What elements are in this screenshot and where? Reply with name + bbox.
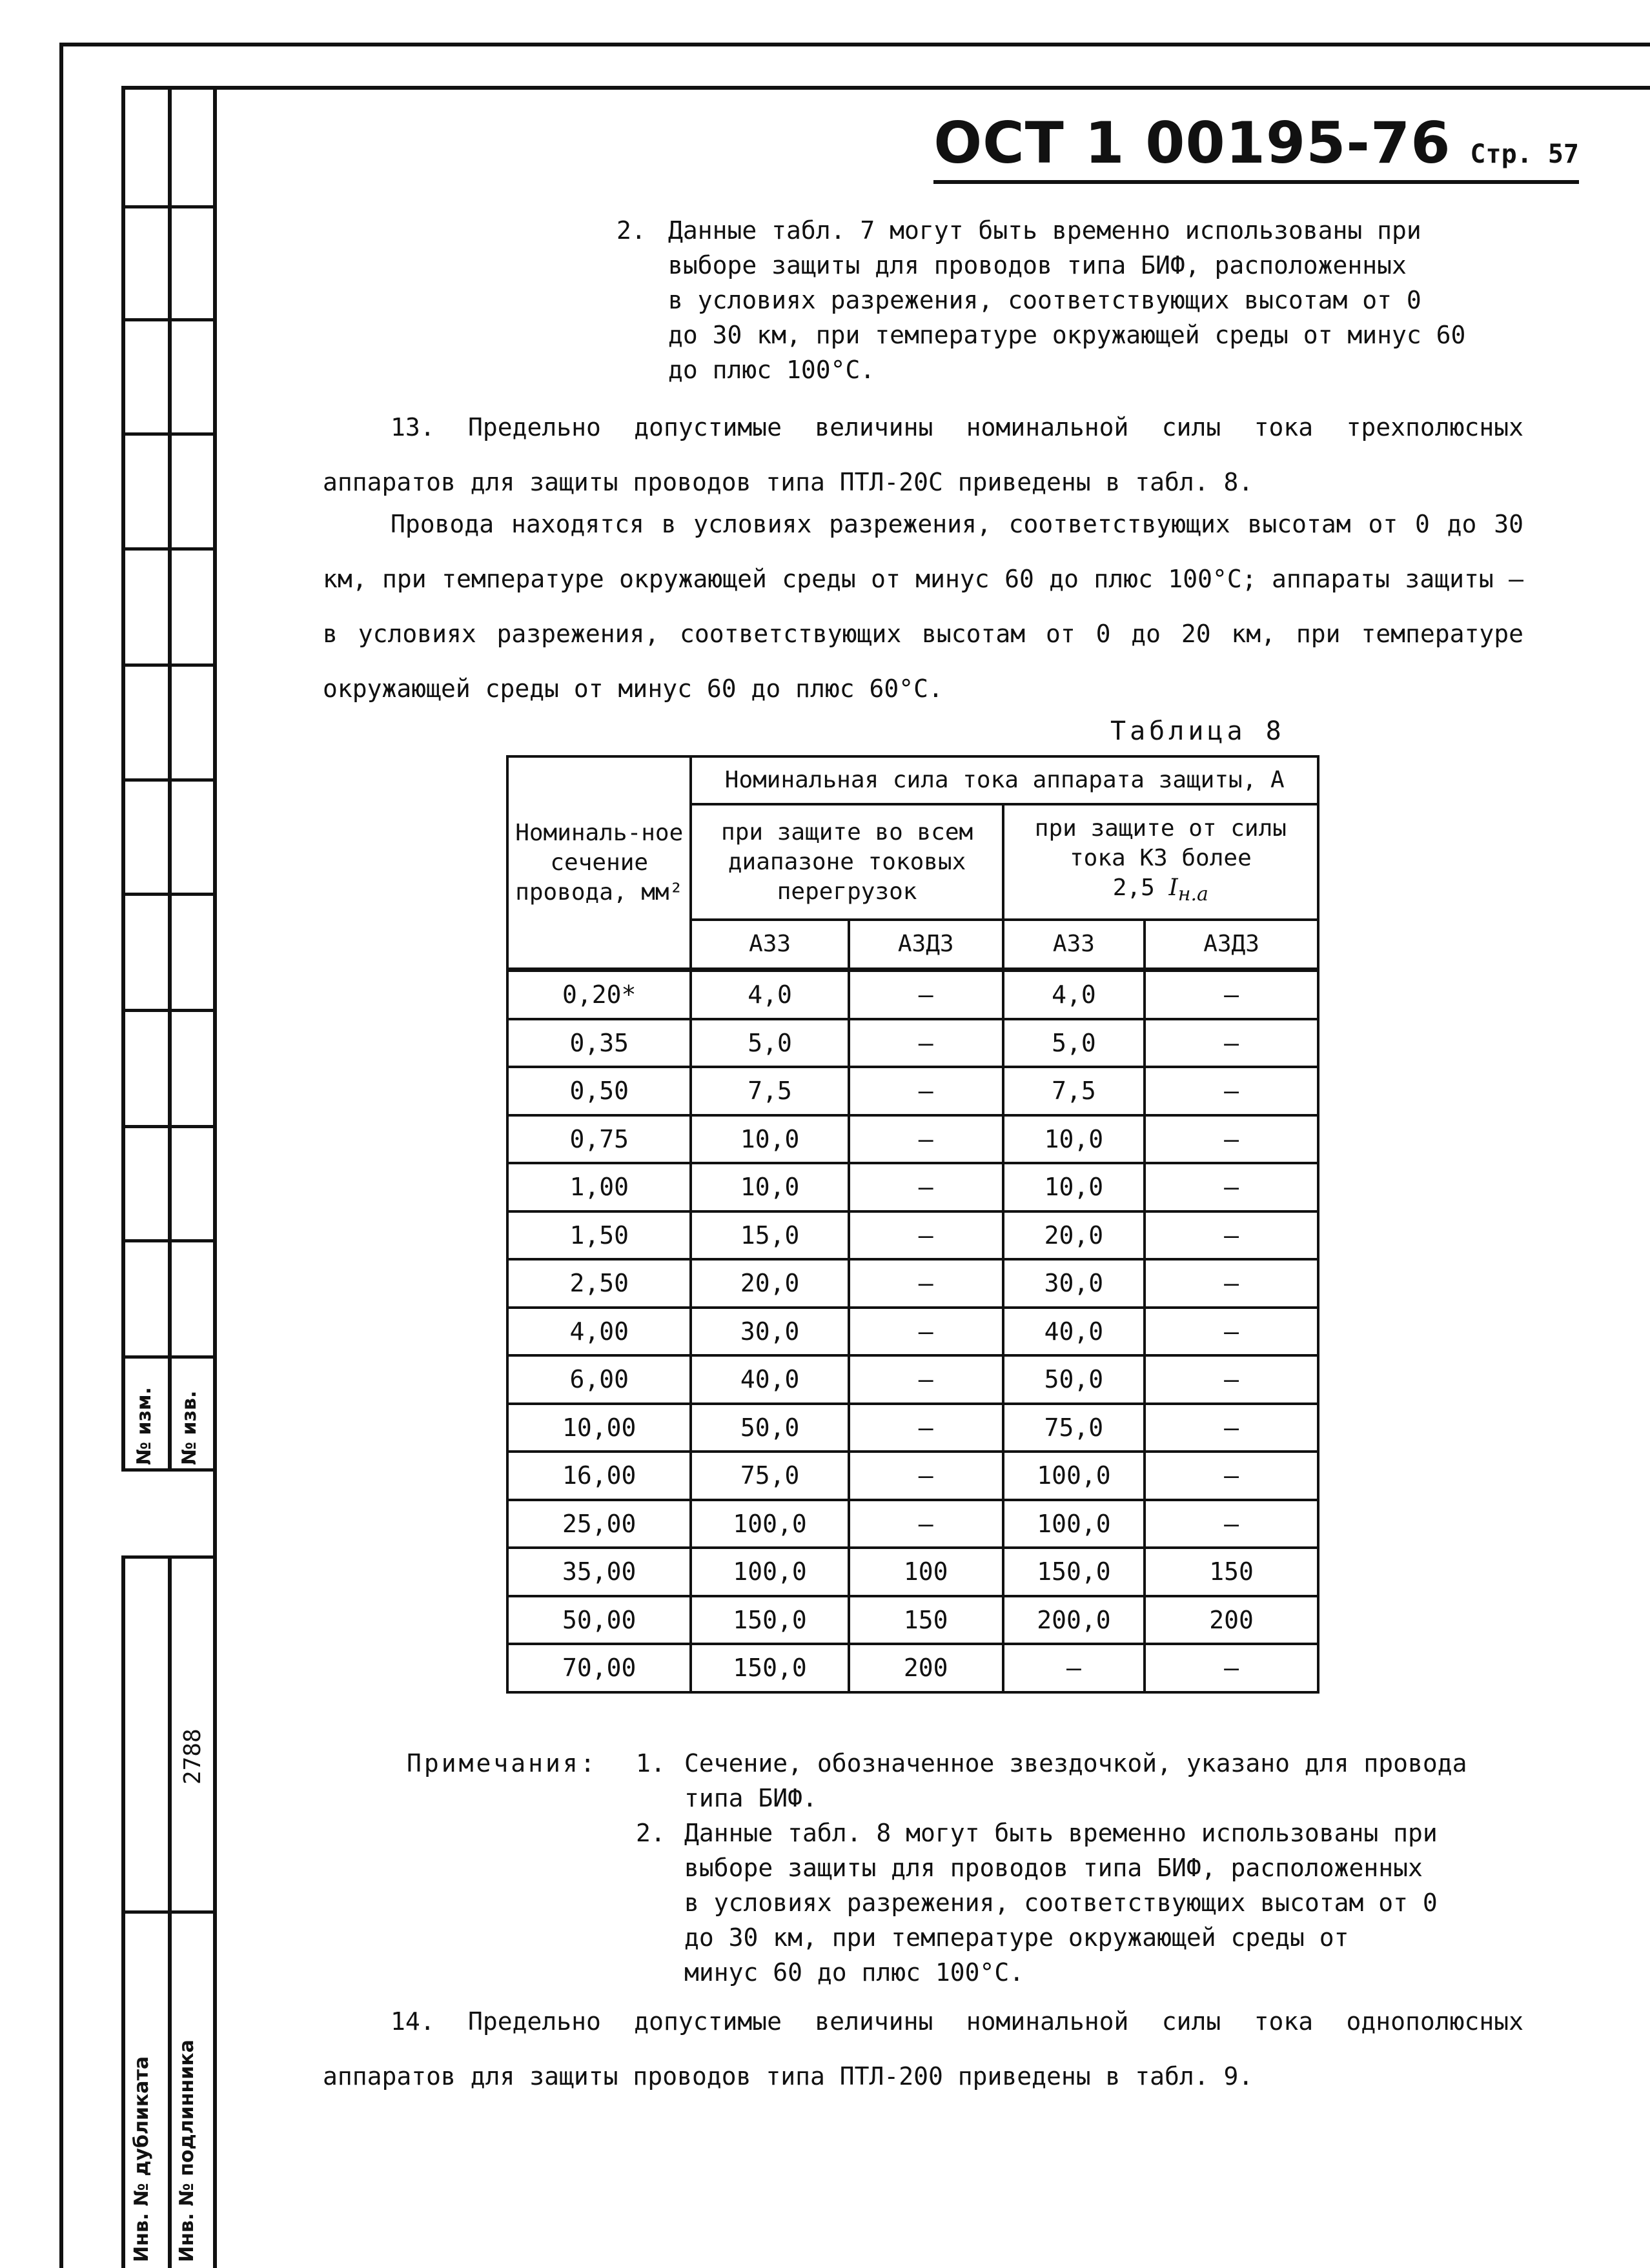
table-cell: 16,00 <box>507 1452 691 1500</box>
table-row <box>507 1211 1318 1260</box>
col-section-header: Номиналь-ное сечение провода, мм² <box>507 756 691 970</box>
stamp-row-line <box>121 1355 213 1359</box>
stamp-row-line <box>121 663 213 667</box>
table-cell: 30,0 <box>691 1308 848 1356</box>
paragraph-13: 13. Предельно допустимые величины номинальной силы тока трехполюсных аппаратов для защиты проводов типа ПТЛ-20С приведены в табл. 8. <box>323 413 1523 496</box>
stamp-row-line <box>121 1009 213 1012</box>
table-cell: – <box>1145 1404 1318 1452</box>
table-cell: 100,0 <box>1003 1500 1145 1548</box>
stamp-row-line <box>121 1239 213 1242</box>
table-cell: – <box>1145 1259 1318 1308</box>
page-number: Стр. 57 <box>1470 139 1579 169</box>
stamp-row-line <box>121 547 213 551</box>
table-cell: 6,00 <box>507 1355 691 1404</box>
table-cell: 30,0 <box>1003 1259 1145 1308</box>
table-cell: 75,0 <box>1003 1404 1145 1452</box>
table-row <box>507 1308 1318 1356</box>
frame-top-line <box>62 43 1650 46</box>
table-cell: 200 <box>849 1644 1003 1692</box>
sub-header-full-range: при защите во всем диапазоне токовых перегрузок <box>691 804 1003 920</box>
table-row <box>507 1644 1318 1692</box>
table-cell: 5,0 <box>691 1019 848 1068</box>
table-caption: Таблица 8 <box>1110 716 1285 746</box>
table-cell: 50,0 <box>1003 1355 1145 1404</box>
table-body <box>507 970 1318 1692</box>
page-header <box>933 110 1579 184</box>
table-cell: 100,0 <box>691 1548 848 1596</box>
table-row <box>507 1067 1318 1115</box>
table-cell: 50,0 <box>691 1404 848 1452</box>
table-cell: 5,0 <box>1003 1019 1145 1068</box>
table-cell: 100 <box>849 1548 1003 1596</box>
table-cell: – <box>849 1308 1003 1356</box>
table-8 <box>506 755 1319 1694</box>
paragraph-14: 14. Предельно допустимые величины номинальной силы тока однополюсных аппаратов для защиты проводов типа ПТЛ-200 приведены в табл. 9. <box>323 2007 1523 2091</box>
table-cell: 20,0 <box>1003 1211 1145 1260</box>
table-row <box>507 970 1318 1019</box>
table-row <box>507 1404 1318 1452</box>
stamp-row-line <box>121 1125 213 1128</box>
doc-code: ОСТ 1 00195-76 <box>933 110 1451 176</box>
table-cell: 70,00 <box>507 1644 691 1692</box>
table-cell: – <box>1145 1163 1318 1211</box>
table-cell: 50,00 <box>507 1596 691 1645</box>
table-cell: – <box>1145 1067 1318 1115</box>
table-cell: – <box>849 1500 1003 1548</box>
note-top-number: 2. <box>616 216 646 245</box>
table-cell: – <box>849 1355 1003 1404</box>
note-2-line: Данные табл. 8 могут быть временно использованы при <box>684 1819 1438 1847</box>
note-top-line: до 30 км, при температуре окружающей среды от минус 60 <box>668 321 1466 349</box>
sub-header-value: 2,5 <box>1112 875 1155 902</box>
table-cell: 1,00 <box>507 1163 691 1211</box>
table-cell: 200,0 <box>1003 1596 1145 1645</box>
table-cell: 2,50 <box>507 1259 691 1308</box>
table-cell: 4,0 <box>1003 970 1145 1019</box>
stamp-label-izm: № изм. <box>133 1387 156 1465</box>
table-cell: 150,0 <box>691 1644 848 1692</box>
current-symbol: I <box>1168 875 1178 902</box>
note-2-line: в условиях разрежения, соответствующих высотам от 0 <box>684 1888 1438 1917</box>
table-cell: 0,35 <box>507 1019 691 1068</box>
notes-title: Примечания: <box>407 1749 598 1777</box>
note-2-line: выборе защиты для проводов типа БИФ, расположенных <box>684 1854 1423 1882</box>
table-cell: 7,5 <box>691 1067 848 1115</box>
table-cell: – <box>849 1452 1003 1500</box>
table-cell: – <box>849 1019 1003 1068</box>
note-2-line: до 30 км, при температуре окружающей среды от <box>684 1923 1349 1952</box>
col-header: АЗДЗ <box>1145 920 1318 970</box>
stamp-label-izv: № изв. <box>178 1390 201 1465</box>
sub-header-text: при защите от силы тока КЗ более <box>1034 815 1287 872</box>
stamp-number: 2788 <box>179 1728 206 1785</box>
col-header: АЗЗ <box>691 920 848 970</box>
table-cell: 10,0 <box>1003 1163 1145 1211</box>
table-cell: 25,00 <box>507 1500 691 1548</box>
note-top-line: Данные табл. 7 могут быть временно использованы при <box>668 216 1421 245</box>
table-row <box>507 1115 1318 1164</box>
table-row <box>507 1596 1318 1645</box>
table-row <box>507 1452 1318 1500</box>
table-cell: 10,0 <box>691 1163 848 1211</box>
note-2 <box>684 1816 1588 1990</box>
col-header: АЗЗ <box>1003 920 1145 970</box>
stamp-row-line <box>121 893 213 896</box>
stamp-row-line <box>121 1468 213 1472</box>
table-cell: 35,00 <box>507 1548 691 1596</box>
table-cell: 20,0 <box>691 1259 848 1308</box>
table-cell: 0,50 <box>507 1067 691 1115</box>
stamp-label-dubl: Инв. № дубликата <box>130 2056 153 2262</box>
table-cell: 100,0 <box>691 1500 848 1548</box>
table-cell: 0,75 <box>507 1115 691 1164</box>
note-1-line: типа БИФ. <box>684 1784 817 1812</box>
table-cell: – <box>849 1211 1003 1260</box>
table-cell: 100,0 <box>1003 1452 1145 1500</box>
table-cell: – <box>1145 1211 1318 1260</box>
frame-inner-left-line <box>213 86 217 2268</box>
table-cell: – <box>1145 1500 1318 1548</box>
table-cell: 10,0 <box>1003 1115 1145 1164</box>
table-row <box>507 1548 1318 1596</box>
table-cell: – <box>1145 1115 1318 1164</box>
table-cell: 150,0 <box>691 1596 848 1645</box>
current-subscript: н.а <box>1177 883 1208 906</box>
table-cell: 4,0 <box>691 970 848 1019</box>
table-cell: 15,0 <box>691 1211 848 1260</box>
table-cell: 1,50 <box>507 1211 691 1260</box>
table-cell: – <box>849 1259 1003 1308</box>
note-top-line: до плюс 100°С. <box>668 356 875 384</box>
table-row <box>507 1163 1318 1211</box>
table-cell: – <box>1145 1355 1318 1404</box>
stamp-row-line <box>121 205 213 208</box>
table-cell: – <box>849 1115 1003 1164</box>
table-cell: 10,00 <box>507 1404 691 1452</box>
table-cell: – <box>849 1404 1003 1452</box>
stamp-row-line <box>121 778 213 782</box>
stamp-row-line <box>121 1555 213 1559</box>
table-cell: – <box>1145 1644 1318 1692</box>
note-1-line: Сечение, обозначенное звездочкой, указано для провода <box>684 1749 1467 1777</box>
stamp-row-line <box>121 318 213 321</box>
note-top <box>668 213 1572 387</box>
note-2-number: 2. <box>636 1819 666 1847</box>
note-top-line: выборе защиты для проводов типа БИФ, расположенных <box>668 251 1407 279</box>
note-1-number: 1. <box>636 1749 666 1777</box>
table-cell: – <box>849 970 1003 1019</box>
paragraph-13-conditions: Провода находятся в условиях разрежения, соответствующих высотам от 0 до 30 км, при температуре окружающей среды от минус 60 до плюс 100°С; аппараты защиты – в условиях разрежения, соответствующих высотам от 0 до 20 км, при температуре окружающей среды от минус 60 до плюс 60°С. <box>323 510 1523 703</box>
note-2-line: минус 60 до плюс 100°С. <box>684 1958 1024 1987</box>
table-cell: 0,20* <box>507 970 691 1019</box>
table-cell: 75,0 <box>691 1452 848 1500</box>
table-cell: 200 <box>1145 1596 1318 1645</box>
table-cell: 40,0 <box>1003 1308 1145 1356</box>
table-cell: 150 <box>1145 1548 1318 1596</box>
table-cell: 7,5 <box>1003 1067 1145 1115</box>
note-top-line: в условиях разрежения, соответствующих высотам от 0 <box>668 286 1421 314</box>
stamp-row-line <box>121 1910 213 1914</box>
table-cell: – <box>1145 970 1318 1019</box>
note-1 <box>684 1746 1588 1816</box>
col-group-header: Номинальная сила тока аппарата защиты, А <box>691 756 1318 804</box>
sub-header-short-circuit <box>1003 804 1318 920</box>
table-cell: 150 <box>849 1596 1003 1645</box>
table-cell: 40,0 <box>691 1355 848 1404</box>
table-cell: – <box>849 1163 1003 1211</box>
table-cell: – <box>1145 1452 1318 1500</box>
table-cell: – <box>849 1067 1003 1115</box>
frame-inner-top-line <box>121 86 1650 90</box>
table-cell: – <box>1145 1308 1318 1356</box>
table-row <box>507 1019 1318 1068</box>
table-cell: 4,00 <box>507 1308 691 1356</box>
table-cell: – <box>1003 1644 1145 1692</box>
table-row <box>507 1500 1318 1548</box>
table-cell: 150,0 <box>1003 1548 1145 1596</box>
frame-left-line <box>59 43 63 2268</box>
table-cell: – <box>1145 1019 1318 1068</box>
stamp-label-podl: Инв. № подлинника <box>176 2040 198 2262</box>
table-row <box>507 1259 1318 1308</box>
stamp-row-line <box>121 432 213 436</box>
table-row <box>507 1355 1318 1404</box>
col-header: АЗДЗ <box>849 920 1003 970</box>
table-cell: 10,0 <box>691 1115 848 1164</box>
